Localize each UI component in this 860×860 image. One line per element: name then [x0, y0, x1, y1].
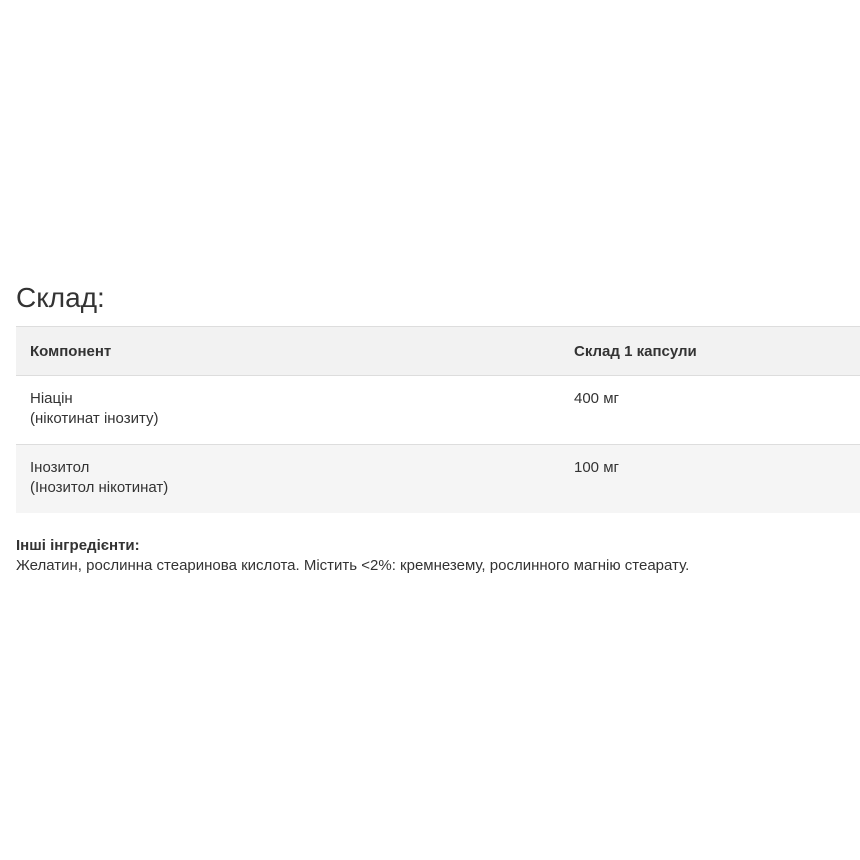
composition-table: [16, 326, 860, 513]
component-detail: (Інозитол нікотинат): [30, 479, 169, 496]
component-name: Інозитол: [30, 459, 90, 476]
component-detail: (нікотинат інозиту): [30, 410, 159, 427]
amount-cell: [560, 376, 860, 445]
table-header-row: [16, 327, 860, 376]
component-cell: [16, 445, 560, 514]
section-title: Склад:: [16, 282, 105, 313]
component-amount: 400 мг: [574, 390, 619, 407]
table-row: [16, 445, 860, 514]
component-cell: [16, 376, 560, 445]
amount-cell: [560, 445, 860, 514]
table-row: [16, 376, 860, 445]
column-header-component: Компонент: [16, 327, 560, 376]
component-amount: 100 мг: [574, 459, 619, 476]
other-ingredients-text: Желатин, рослинна стеаринова кислота. Містить <2%: кремнезему, рослинного магнію стеарату.: [16, 557, 690, 574]
component-name: Ніацін: [30, 390, 73, 407]
other-ingredients: [16, 536, 856, 576]
column-header-amount: Склад 1 капсули: [560, 327, 860, 376]
other-ingredients-title: Інші інгредієнти:: [16, 537, 140, 554]
